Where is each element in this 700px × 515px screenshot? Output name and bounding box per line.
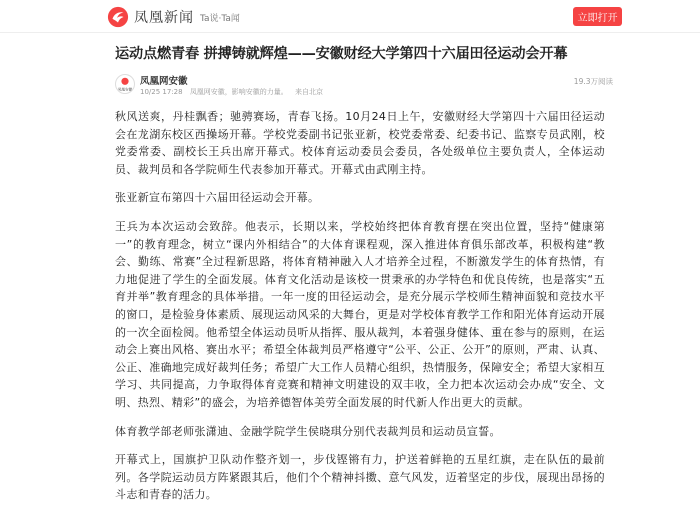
source-avatar-icon xyxy=(116,75,134,93)
publish-date: 10/25 17:28 xyxy=(140,88,183,96)
brand-name: 凤凰新闻 xyxy=(134,10,194,26)
source-avatar[interactable] xyxy=(115,74,135,94)
svg-text:凤凰安徽: 凤凰安徽 xyxy=(117,87,133,92)
open-app-button[interactable]: 立即打开 xyxy=(573,7,622,26)
view-count: 19.3万阅读 xyxy=(573,77,613,86)
paragraph: 开幕式上，国旗护卫队动作整齐划一，步伐铿锵有力，护送着鲜艳的五星红旗，走在队伍的最前列。各学院运动员方阵紧跟其后，他们个个精神抖擞、意气风发，迈着坚定的步伐，展现出昂扬的斗志和青春的活力。 xyxy=(115,453,605,502)
source-category: 凤凰网安徽，影响安徽的力量。 xyxy=(189,88,288,96)
article-body xyxy=(115,108,605,504)
source-name[interactable]: 凤凰网安徽 xyxy=(140,76,188,87)
source-location: 来自北京 xyxy=(295,88,324,96)
top-bar xyxy=(0,0,700,33)
article-title: 运动点燃青春 拼搏铸就辉煌——安徽财经大学第四十六届田径运动会开幕 xyxy=(115,46,568,62)
brand-logo[interactable] xyxy=(107,6,240,28)
meta-line xyxy=(140,87,328,97)
brand-slogan: Ta说·Ta闻 xyxy=(200,13,240,24)
paragraph: 体育教学部老师张潇迪、金融学院学生侯晓琪分别代表裁判员和运动员宣誓。 xyxy=(115,424,501,438)
article-meta xyxy=(115,72,613,102)
paragraph: 张亚新宣布第四十六届田径运动会开幕。 xyxy=(115,191,320,205)
phoenix-logo-icon xyxy=(107,6,129,28)
paragraph: 王兵为本次运动会致辞。他表示，长期以来，学校始终把体育教育摆在突出位置，坚持“健康第一”的教育理念，树立“课内外相结合”的大体育课程观，深入推进体育俱乐部改革，积极构建“教会、勤练、常赛”全过程新思路，将体育精神融入人才培养全过程，不断激发学生的体育热情，有力地促进了学生的全面发展。体育文化活动是该校一贯秉承的办学特色和优良传统，也是落实“五育并举”教育理念的具体举措。一年一度的田径运动会，是充分展示学校师生精神面貌和竞技水平的窗口，是检验身体素质、展现运动风采的大舞台，更是对学校体育教学工作和阳光体育运动开展的一次全面检阅。他希望全体运动员听从指挥、服从裁判，本着强身健体、重在参与的原则，在运动会上赛出风格、赛出水平；希望全体裁判员严格遵守“公平、公正、公开”的原则，严肃、认真、公正、准确地完成好裁判任务；希望广大工作人员精心组织，热情服务，保障安全；希望大家相互学习、共同提高，力争取得体育竞赛和精神文明建设的双丰收，全力把本次运动会办成“安全、文明、热烈、精彩”的盛会，为培养德智体美劳全面发展的时代新人作出更大的贡献。 xyxy=(115,219,605,409)
paragraph: 秋风送爽，丹桂飘香；驰骋赛场，青春飞扬。10月24日上午，安徽财经大学第四十六届田径运动会在龙湖东校区西操场开幕。学校党委副书记张亚新，校党委常委、纪委书记、监察专员武刚，校党委常委、副校长王兵出席开幕式。校体育运动委员会委员，各处级单位主要负责人，全体运动员、裁判员和各学院师生代表参加开幕式。开幕式由武刚主持。 xyxy=(115,110,605,176)
article xyxy=(115,33,613,515)
